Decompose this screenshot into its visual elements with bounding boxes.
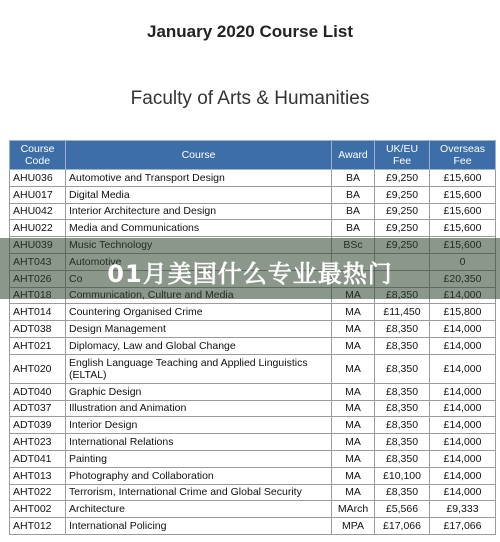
cell-course-name: International Policing: [66, 518, 332, 535]
cell-uk-eu-fee: £8,350: [375, 434, 430, 451]
cell-award: MA: [332, 484, 375, 501]
cell-course-name: Media and Communications: [66, 220, 332, 237]
header-uk-eu-fee: UK/EU Fee: [375, 141, 430, 170]
cell-uk-eu-fee: £9,250: [375, 220, 430, 237]
cell-course-code: AHT022: [10, 484, 66, 501]
cell-award: MA: [332, 337, 375, 354]
cell-course-name: Interior Architecture and Design: [66, 203, 332, 220]
table-row: [10, 434, 496, 451]
cell-course-name: Interior Design: [66, 417, 332, 434]
table-row: [10, 220, 496, 237]
banner-title: 01月美国什么专业最热门: [107, 260, 393, 288]
header-course: Course: [66, 141, 332, 170]
faculty-heading: Faculty of Arts & Humanities: [130, 88, 370, 109]
cell-overseas-fee: £14,000: [430, 354, 496, 383]
cell-overseas-fee: £15,600: [430, 220, 496, 237]
table-row: [10, 518, 496, 535]
cell-uk-eu-fee: £8,350: [375, 484, 430, 501]
cell-award: MA: [332, 417, 375, 434]
cell-uk-eu-fee: £9,250: [375, 203, 430, 220]
cell-course-name: English Language Teaching and Applied Linguistics (ELTAL): [66, 354, 332, 383]
cell-uk-eu-fee: £8,350: [375, 450, 430, 467]
cell-course-code: ADT038: [10, 321, 66, 338]
cell-course-name: Graphic Design: [66, 383, 332, 400]
cell-overseas-fee: £15,600: [430, 186, 496, 203]
cell-uk-eu-fee: £8,350: [375, 383, 430, 400]
cell-award: BA: [332, 220, 375, 237]
cell-course-code: AHT023: [10, 434, 66, 451]
cell-uk-eu-fee: £5,566: [375, 501, 430, 518]
cell-course-code: AHT013: [10, 467, 66, 484]
cell-overseas-fee: £14,000: [430, 321, 496, 338]
cell-award: MA: [332, 400, 375, 417]
table-row: [10, 400, 496, 417]
cell-course-code: AHT021: [10, 337, 66, 354]
cell-overseas-fee: £17,066: [430, 518, 496, 535]
cell-uk-eu-fee: £11,450: [375, 304, 430, 321]
cell-overseas-fee: £14,000: [430, 450, 496, 467]
table-header-row: [10, 141, 496, 170]
cell-course-name: Automotive and Transport Design: [66, 170, 332, 187]
table-row: [10, 501, 496, 518]
cell-course-name: Photography and Collaboration: [66, 467, 332, 484]
cell-award: MA: [332, 354, 375, 383]
cell-course-name: Digital Media: [66, 186, 332, 203]
cell-uk-eu-fee: £8,350: [375, 354, 430, 383]
cell-course-code: AHU022: [10, 220, 66, 237]
cell-overseas-fee: £14,000: [430, 467, 496, 484]
cell-uk-eu-fee: £8,350: [375, 417, 430, 434]
cell-course-code: ADT040: [10, 383, 66, 400]
header-award: Award: [332, 141, 375, 170]
cell-course-name: International Relations: [66, 434, 332, 451]
cell-course-name: Painting: [66, 450, 332, 467]
cell-uk-eu-fee: £9,250: [375, 186, 430, 203]
table-row: [10, 467, 496, 484]
table-body: [10, 170, 496, 535]
cell-award: MA: [332, 304, 375, 321]
course-table: [9, 140, 496, 535]
cell-overseas-fee: £15,800: [430, 304, 496, 321]
table-row: [10, 203, 496, 220]
cell-award: BA: [332, 170, 375, 187]
cell-overseas-fee: £15,600: [430, 170, 496, 187]
cell-course-code: ADT041: [10, 450, 66, 467]
table-row: [10, 186, 496, 203]
table-row: [10, 170, 496, 187]
cell-award: MA: [332, 383, 375, 400]
cell-course-code: AHU042: [10, 203, 66, 220]
cell-course-name: Terrorism, International Crime and Global Security: [66, 484, 332, 501]
cell-uk-eu-fee: £8,350: [375, 400, 430, 417]
cell-award: MA: [332, 434, 375, 451]
table-row: [10, 354, 496, 383]
cell-award: MArch: [332, 501, 375, 518]
cell-course-code: AHT012: [10, 518, 66, 535]
cell-award: BA: [332, 186, 375, 203]
table-row: [10, 337, 496, 354]
cell-overseas-fee: £14,000: [430, 400, 496, 417]
cell-uk-eu-fee: £10,100: [375, 467, 430, 484]
cell-award: MA: [332, 467, 375, 484]
cell-course-code: AHT002: [10, 501, 66, 518]
cell-award: BA: [332, 203, 375, 220]
cell-uk-eu-fee: £17,066: [375, 518, 430, 535]
table-row: [10, 417, 496, 434]
cell-overseas-fee: £14,000: [430, 337, 496, 354]
cell-course-code: AHU036: [10, 170, 66, 187]
cell-overseas-fee: £9,333: [430, 501, 496, 518]
cell-course-name: Illustration and Animation: [66, 400, 332, 417]
cell-overseas-fee: £14,000: [430, 484, 496, 501]
cell-course-name: Design Management: [66, 321, 332, 338]
cell-award: MPA: [332, 518, 375, 535]
header-course-code: Course Code: [10, 141, 66, 170]
document-title: January 2020 Course List: [147, 22, 353, 41]
cell-course-name: Architecture: [66, 501, 332, 518]
cell-overseas-fee: £14,000: [430, 434, 496, 451]
cell-award: MA: [332, 450, 375, 467]
cell-overseas-fee: £15,600: [430, 203, 496, 220]
cell-course-code: AHT020: [10, 354, 66, 383]
table-row: [10, 304, 496, 321]
header-overseas-fee: Overseas Fee: [430, 141, 496, 170]
cell-course-name: Countering Organised Crime: [66, 304, 332, 321]
cell-course-code: ADT039: [10, 417, 66, 434]
table-row: [10, 383, 496, 400]
cell-uk-eu-fee: £8,350: [375, 337, 430, 354]
cell-course-code: AHU017: [10, 186, 66, 203]
cell-award: MA: [332, 321, 375, 338]
cell-uk-eu-fee: £8,350: [375, 321, 430, 338]
cell-course-name: Diplomacy, Law and Global Change: [66, 337, 332, 354]
cell-overseas-fee: £14,000: [430, 417, 496, 434]
cell-uk-eu-fee: £9,250: [375, 170, 430, 187]
cell-course-code: AHT014: [10, 304, 66, 321]
table-row: [10, 321, 496, 338]
cell-course-code: ADT037: [10, 400, 66, 417]
table-row: [10, 484, 496, 501]
table-row: [10, 450, 496, 467]
cell-overseas-fee: £14,000: [430, 383, 496, 400]
